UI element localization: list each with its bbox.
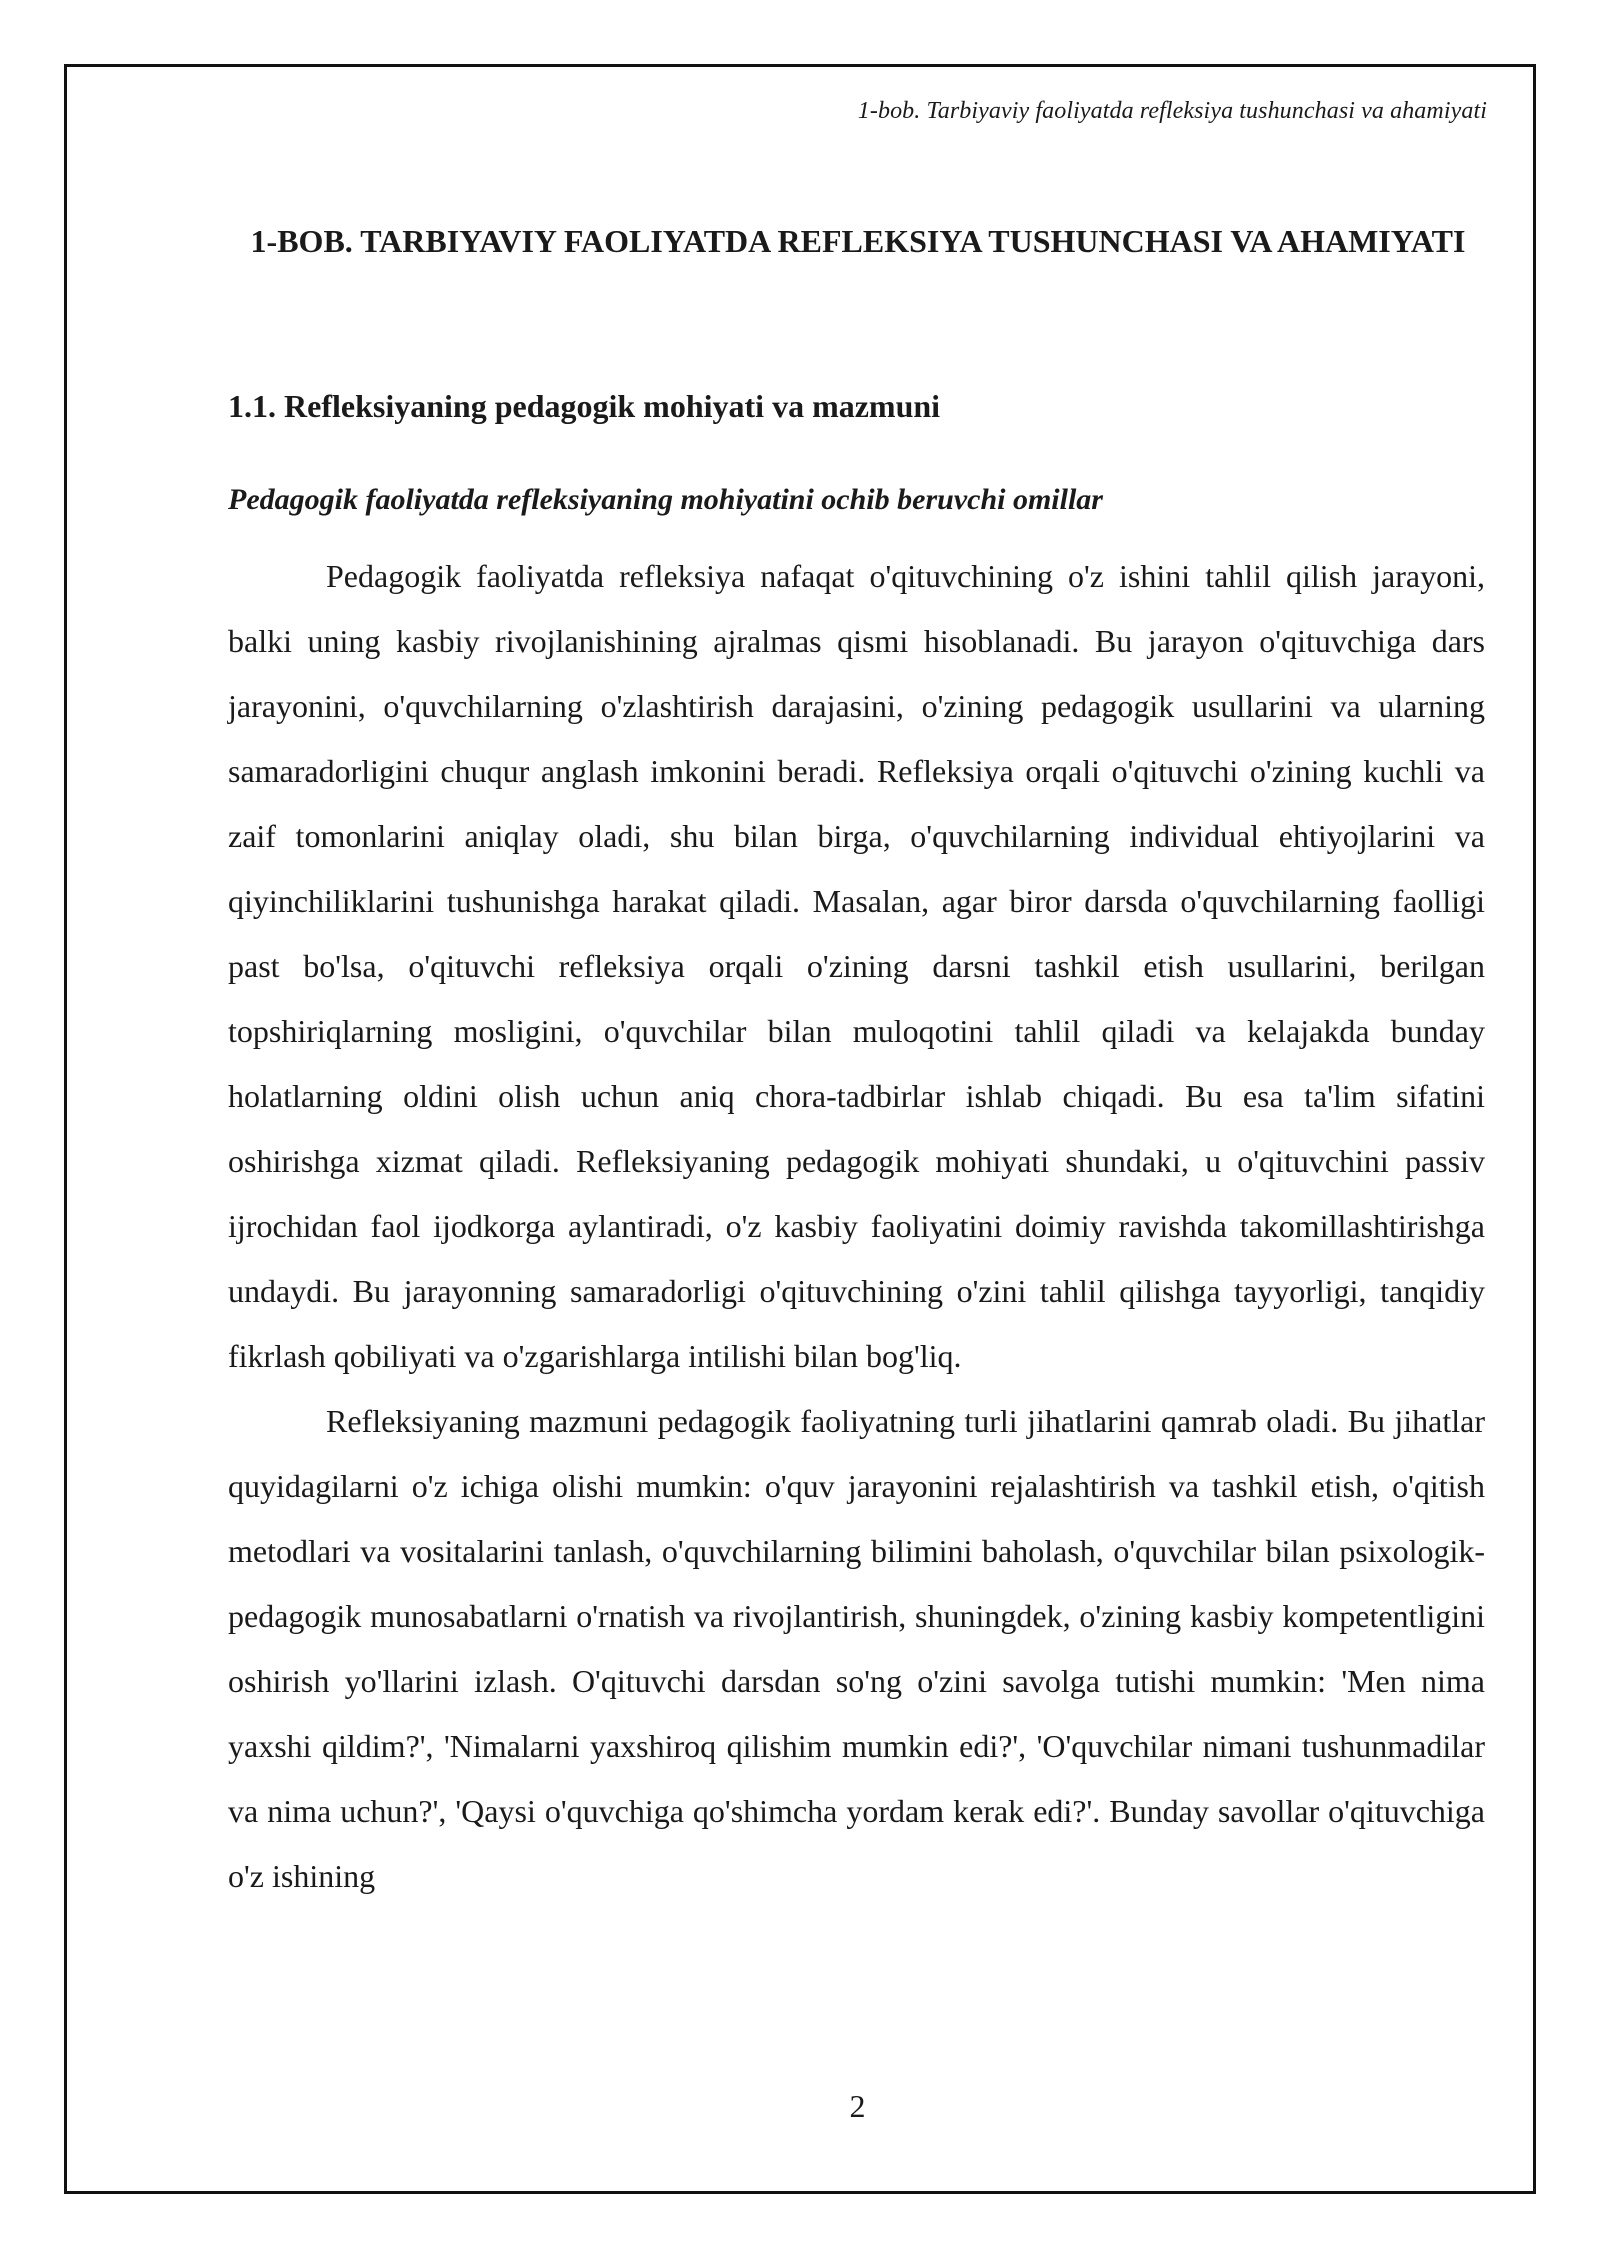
- page-number: 2: [849, 2088, 866, 2124]
- paragraph-1: Pedagogik faoliyatda refleksiya nafaqat o'qituvchining o'z ishini tahlil qilish jarayoni, balki uning kasbiy rivojlanishining ajralmas qismi hisoblanadi. Bu jarayon o'qituvchiga dars jarayonini, o'quvchilarning o'zlashtirish darajasini, o'zining pedagogik usullarini va ularning samaradorligini chuqur anglash imkonini beradi. Refleksiya orqali o'qituvchi o'zining kuchli va zaif tomonlarini aniqlay oladi, shu bilan birga, o'quvchilarning individual ehtiyojlarini va qiyinchiliklarini tushunishga harakat qiladi. Masalan, agar biror darsda o'quvchilarning faolligi past bo'lsa, o'qituvchi refleksiya orqali o'zining darsni tashkil etish usullarini, berilgan topshiriqlarning mosligini, o'quvchilar bilan muloqotini tahlil qiladi va kelajakda bunday holatlarning oldini olish uchun aniq chora-tadbirlar ishlab chiqadi. Bu esa ta'lim sifatini oshirishga xizmat qiladi. Refleksiyaning pedagogik mohiyati shundaki, u o'qituvchini passiv ijrochidan faol ijodkorga aylantiradi, o'z kasbiy faoliyatini doimiy ravishda takomillashtirishga undaydi. Bu jarayonning samaradorligi o'qituvchining o'zini tahlil qilishga tayyorligi, tanqidiy fikrlash qobiliyati va o'zgarishlarga intilishi bilan bog'liq.: [228, 558, 1485, 1374]
- running-header: 1-bob. Tarbiyaviy faoliyatda refleksiya tushunchasi va ahamiyati: [857, 98, 1487, 124]
- body-text: [228, 544, 1485, 1909]
- paragraph-2: Refleksiyaning mazmuni pedagogik faoliyatning turli jihatlarini qamrab oladi. Bu jihatlar quyidagilarni o'z ichiga olishi mumkin: o'quv jarayonini rejalashtirish va tashkil etish, o'qitish metodlari va vositalarini tanlash, o'quvchilarning bilimini baholash, o'quvchilar bilan psixologik-pedagogik munosabatlarni o'rnatish va rivojlantirish, shuningdek, o'zining kasbiy kompetentligini oshirish yo'llarini izlash. O'qituvchi darsdan so'ng o'zini savolga tutishi mumkin: 'Men nima yaxshi qildim?', 'Nimalarni yaxshiroq qilishim mumkin edi?', 'O'quvchilar nimani tushunmadilar va nima uchun?', 'Qaysi o'quvchiga qo'shimcha yordam kerak edi?'. Bunday savollar o'qituvchiga o'z ishining: [228, 1403, 1485, 1894]
- chapter-title: 1-BOB. TARBIYAVIY FAOLIYATDA REFLEKSIYA TUSHUNCHASI VA AHAMIYATI: [250, 223, 1466, 259]
- section-title: 1.1. Refleksiyaning pedagogik mohiyati va mazmuni: [228, 388, 941, 424]
- subsection-title: Pedagogik faoliyatda refleksiyaning mohiyatini ochib beruvchi omillar: [228, 483, 1103, 516]
